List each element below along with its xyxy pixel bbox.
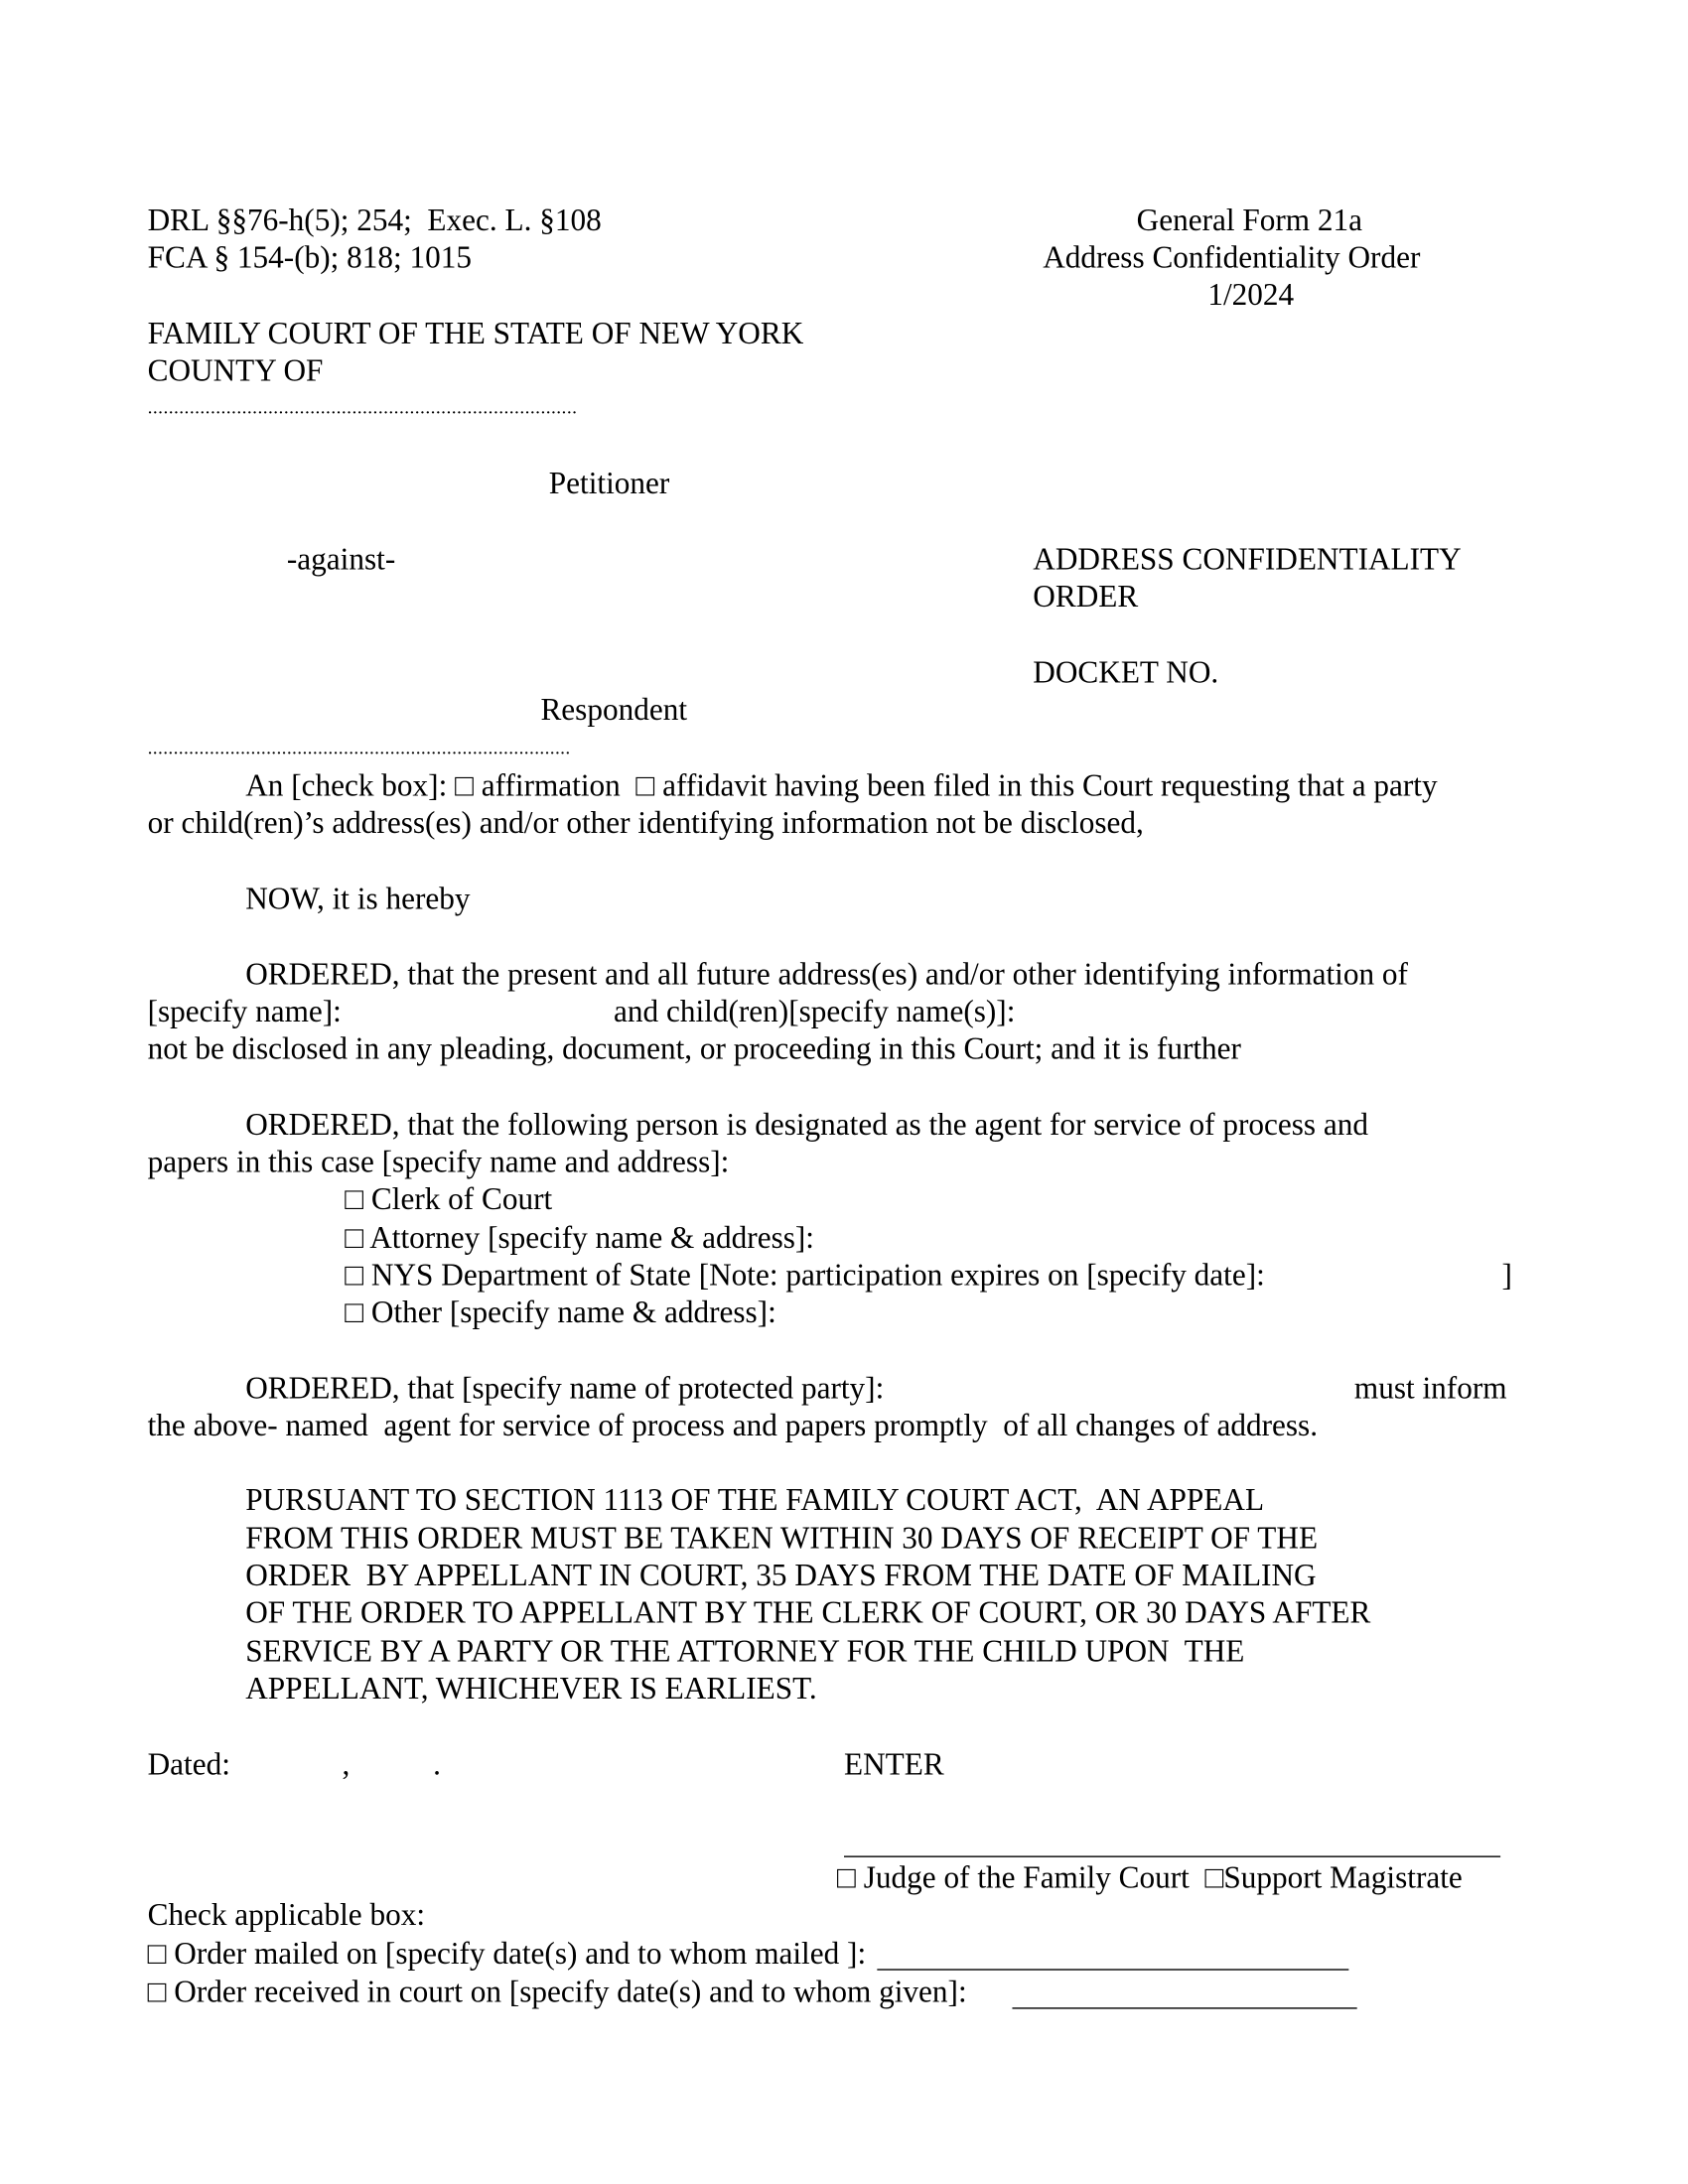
affidavit-checkbox[interactable]: □ [635, 767, 655, 803]
checkbox[interactable]: □ [345, 1181, 364, 1217]
now-ordered: NOW, it is hereby [245, 881, 471, 916]
order-received-label: Order received in court on [specify date(s) and to whom given]: [174, 1974, 967, 2009]
affidavit-text: affidavit having been filed in this Court requesting that a party [654, 767, 1438, 803]
option-label: Attorney [specify name & address]: [369, 1220, 814, 1255]
order-1-line-3: not be disclosed in any pleading, document, or proceeding in this Court; and it is further [147, 1030, 1241, 1066]
order-received-field[interactable] [1012, 2007, 1356, 2008]
petitioner-label: Petitioner [548, 466, 670, 501]
agent-option-attorney[interactable] [345, 1220, 814, 1256]
must-inform: must inform [1353, 1370, 1507, 1406]
against-label: -against- [286, 541, 396, 577]
judge-label: Judge of the Family Court [863, 1859, 1190, 1895]
closing-bracket: ] [1501, 1257, 1512, 1293]
intro-text: An [check box]: [245, 767, 456, 803]
enter-label: ENTER [844, 1746, 944, 1782]
dated-label: Dated: [147, 1746, 230, 1782]
appeal-notice-line: ORDER BY APPELLANT IN COURT, 35 DAYS FROM THE DATE OF MAILING [245, 1558, 1317, 1593]
signature-line[interactable] [844, 1855, 1500, 1856]
court-name: FAMILY COURT OF THE STATE OF NEW YORK [147, 316, 804, 350]
intro-line-1 [245, 768, 1437, 804]
respondent-label: Respondent [540, 692, 688, 727]
appeal-notice-line: PURSUANT TO SECTION 1113 OF THE FAMILY COURT ACT, AN APPEAL [245, 1482, 1265, 1517]
magistrate-checkbox[interactable]: □ [1204, 1859, 1224, 1895]
intro-line-2: or child(ren)’s address(es) and/or other identifying information not be disclosed, [147, 805, 1144, 840]
document-title-line-1: ADDRESS CONFIDENTIALITY [1033, 541, 1462, 577]
checkbox[interactable]: □ [147, 1974, 167, 2009]
form-number: General Form 21a [1136, 203, 1363, 237]
order-mailed-field[interactable] [877, 1969, 1348, 1970]
affirmation-label: affirmation [473, 767, 636, 803]
magistrate-label: Support Magistrate [1223, 1859, 1463, 1895]
date-period: . [433, 1746, 441, 1782]
specify-name-field[interactable]: [specify name]: [147, 994, 342, 1029]
appeal-notice-line: FROM THIS ORDER MUST BE TAKEN WITHIN 30 DAYS OF RECEIPT OF THE [245, 1520, 1319, 1556]
check-applicable-label: Check applicable box: [147, 1897, 426, 1932]
date-comma: , [342, 1746, 351, 1782]
checkbox[interactable]: □ [147, 1936, 167, 1971]
order-received-option[interactable] [148, 1975, 967, 2010]
order-mailed-option[interactable] [148, 1936, 867, 1972]
checkbox[interactable]: □ [345, 1220, 364, 1255]
form-name: Address Confidentiality Order [1043, 239, 1421, 275]
appeal-notice-line: OF THE ORDER TO APPELLANT BY THE CLERK OF COURT, OR 30 DAYS AFTER [245, 1594, 1371, 1630]
option-label: NYS Department of State [Note: participation expires on [specify date]: [370, 1257, 1265, 1293]
document-title-line-2: ORDER [1033, 579, 1139, 614]
agent-option-clerk[interactable] [345, 1181, 552, 1217]
county-label: COUNTY OF [147, 352, 324, 388]
statute-line-2: FCA § 154-(b); 818; 1015 [147, 239, 473, 275]
agent-option-other[interactable] [345, 1295, 776, 1330]
affirmation-checkbox[interactable]: □ [455, 767, 474, 803]
appeal-notice-line: APPELLANT, WHICHEVER IS EARLIEST. [245, 1671, 817, 1706]
docket-number-label: DOCKET NO. [1033, 654, 1219, 690]
checkbox[interactable]: □ [345, 1257, 364, 1293]
appeal-notice-line: SERVICE BY A PARTY OR THE ATTORNEY FOR THE CHILD UPON THE [245, 1633, 1245, 1669]
statute-line-1: DRL §§76-h(5); 254; Exec. L. §108 [147, 203, 602, 237]
order-2-line-1: ORDERED, that the following person is designated as the agent for service of process and [245, 1107, 1369, 1143]
form-date: 1/2024 [1207, 277, 1295, 312]
caption-divider-bottom: .................................................................................. [147, 739, 571, 760]
checkbox[interactable]: □ [345, 1295, 364, 1329]
option-label: Other [specify name & address]: [370, 1295, 776, 1329]
option-label: Clerk of Court [370, 1181, 553, 1217]
specify-children-field[interactable]: and child(ren)[specify name(s)]: [614, 994, 1016, 1029]
order-3-line-2: the above- named agent for service of process and papers promptly of all changes of address. [147, 1408, 1319, 1442]
caption-divider-top: .................................................................................. [147, 398, 578, 420]
order-3-line-1: ORDERED, that [specify name of protected party]: [245, 1370, 885, 1406]
agent-option-dos[interactable] [345, 1258, 1265, 1294]
judge-checkbox[interactable]: □ [837, 1859, 856, 1895]
order-1-line-1: ORDERED, that the present and all future address(es) and/or other identifying information of [245, 956, 1408, 992]
order-2-line-2: papers in this case [specify name and address]: [147, 1144, 730, 1179]
signer-options [837, 1860, 1463, 1896]
order-mailed-label: Order mailed on [specify date(s) and to whom mailed ]: [174, 1936, 867, 1971]
